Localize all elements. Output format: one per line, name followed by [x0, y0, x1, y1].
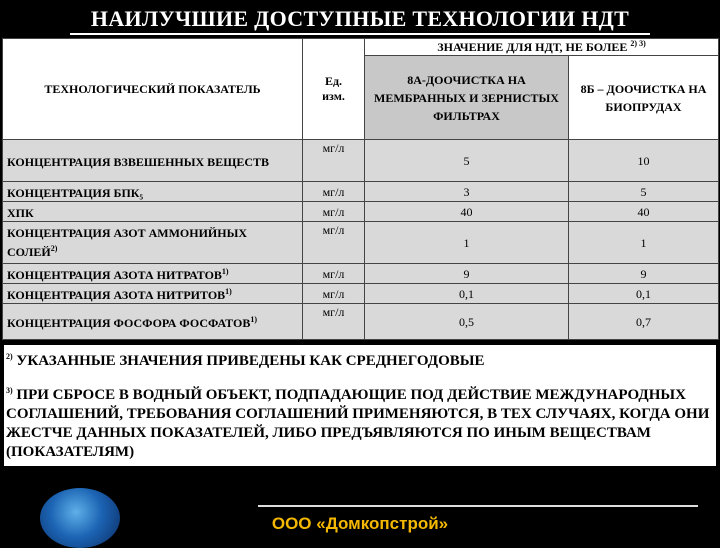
table-row	[3, 222, 719, 264]
row-name: КОНЦЕНТРАЦИЯ АЗОТА НИТРИТОВ$^{1)}$	[3, 284, 303, 304]
header-value-footnote: 2) 3)	[630, 39, 646, 48]
header-indicator: ТЕХНОЛОГИЧЕСКИЙ ПОКАЗАТЕЛЬ	[3, 39, 303, 140]
footnotes	[4, 345, 716, 466]
row-unit: мг/л	[303, 264, 365, 284]
row-value-8b: 0,7	[569, 304, 719, 340]
header-value-label: ЗНАЧЕНИЕ ДЛЯ НДТ, НЕ БОЛЕЕ	[437, 40, 628, 54]
ndt-table	[2, 38, 719, 340]
table-row	[3, 264, 719, 284]
table-row	[3, 304, 719, 340]
row-value-8a: 1	[365, 222, 569, 264]
row-unit: мг/л	[303, 140, 365, 182]
row-value-8b: 40	[569, 202, 719, 222]
table-row	[3, 202, 719, 222]
row-name: КОНЦЕНТРАЦИЯ БПК₅	[3, 182, 303, 202]
row-value-8a: 0,1	[365, 284, 569, 304]
header-8a: 8А-ДООЧИСТКА НА МЕМБРАННЫХ И ЗЕРНИСТЫХ ФИЛЬТРАХ	[365, 56, 569, 140]
row-unit: мг/л	[303, 304, 365, 340]
header-unit-line2: изм.	[322, 89, 345, 103]
table-row	[3, 140, 719, 182]
row-name: КОНЦЕНТРАЦИЯ АЗОТ АММОНИЙНЫХ СОЛЕЙ$^{2)}$	[3, 222, 303, 264]
row-value-8b: 5	[569, 182, 719, 202]
header-unit	[303, 39, 365, 140]
header-8b: 8Б – ДООЧИСТКА НА БИОПРУДАХ	[569, 56, 719, 140]
footer-divider	[258, 505, 698, 507]
page-title: НАИЛУЧШИЕ ДОСТУПНЫЕ ТЕХНОЛОГИИ НДТ	[90, 6, 630, 31]
row-value-8a: 5	[365, 140, 569, 182]
header-unit-line1: Ед.	[324, 74, 343, 88]
row-value-8a: 9	[365, 264, 569, 284]
row-value-8a: 3	[365, 182, 569, 202]
footnote-2	[6, 347, 714, 371]
row-value-8b: 1	[569, 222, 719, 264]
row-name: ХПК	[3, 202, 303, 222]
row-name: КОНЦЕНТРАЦИЯ ВЗВЕШЕННЫХ ВЕЩЕСТВ	[3, 140, 303, 182]
row-unit: мг/л	[303, 284, 365, 304]
footnote-3-text: ПРИ СБРОСЕ В ВОДНЫЙ ОБЪЕКТ, ПОДПАДАЮЩИЕ ПОД ДЕЙСТВИЕ МЕЖДУНАРОДНЫХ СОГЛАШЕНИЙ, ТРЕБОВАНИЯ СОГЛАШЕНИЙ ПРИМЕНЯЮТСЯ, В ТЕХ СЛУЧАЯХ, КОГДА ОНИ ЖЕСТЧЕ ДАННЫХ ПОКАЗАТЕЛЕЙ, ЛИБО ПРЕДЪЯВЛЯЮТСЯ ПО ИНЫМ ВЕЩЕСТВАМ (ПОКАЗАТЕЛЯМ)	[6, 387, 710, 460]
footnote-3	[6, 381, 714, 462]
row-value-8a: 0,5	[365, 304, 569, 340]
row-name: КОНЦЕНТРАЦИЯ АЗОТА НИТРАТОВ$^{1)}$	[3, 264, 303, 284]
footnote-2-text: УКАЗАННЫЕ ЗНАЧЕНИЯ ПРИВЕДЕНЫ КАК СРЕДНЕГОДОВЫЕ	[16, 353, 485, 369]
table-header-row	[3, 39, 719, 56]
row-value-8a: 40	[365, 202, 569, 222]
row-name: КОНЦЕНТРАЦИЯ ФОСФОРА ФОСФАТОВ$^{1)}$	[3, 304, 303, 340]
row-unit: мг/л	[303, 182, 365, 202]
row-value-8b: 9	[569, 264, 719, 284]
row-value-8b: 0,1	[569, 284, 719, 304]
table-row	[3, 284, 719, 304]
row-unit: мг/л	[303, 222, 365, 264]
footnote-2-marker: 2)	[6, 352, 13, 361]
company-name: ООО «Домкопстрой»	[271, 514, 449, 533]
header-value	[365, 39, 719, 56]
row-unit: мг/л	[303, 202, 365, 222]
footnote-3-marker: 3)	[6, 386, 13, 395]
title-underline	[70, 33, 650, 35]
table-row	[3, 182, 719, 202]
row-value-8b: 10	[569, 140, 719, 182]
